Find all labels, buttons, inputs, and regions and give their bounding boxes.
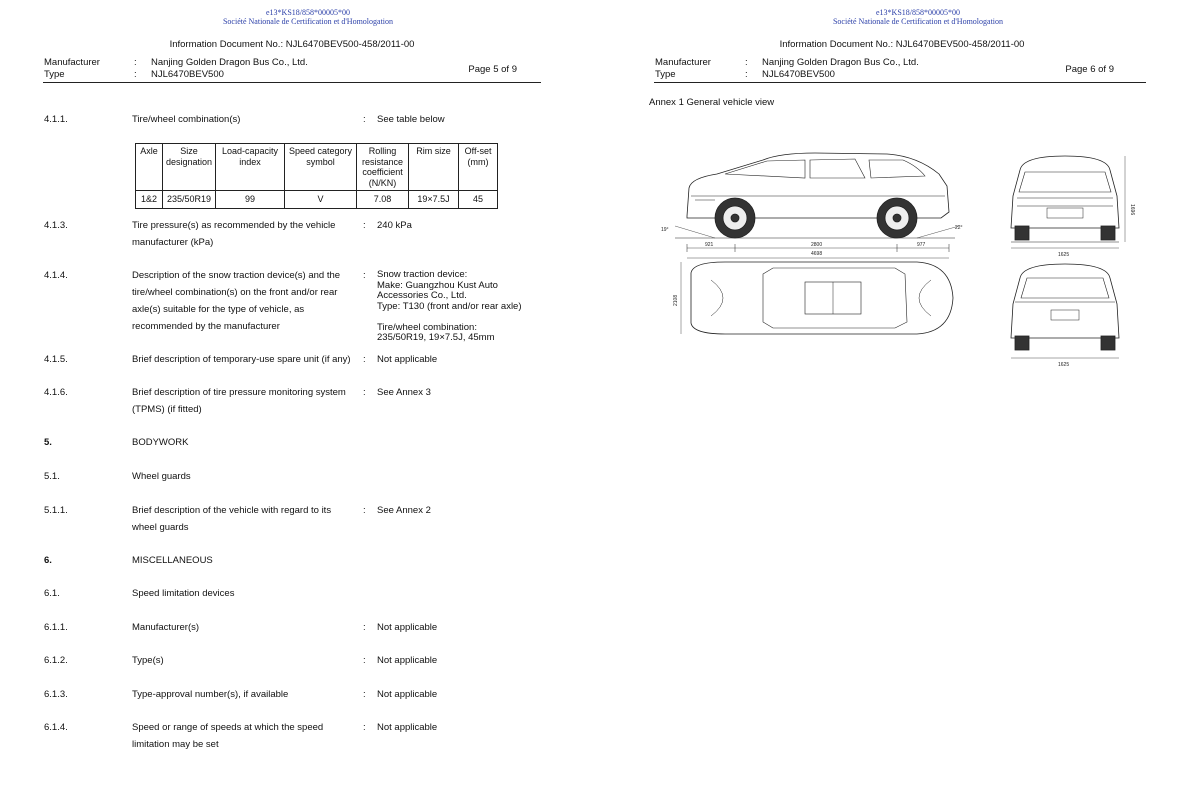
item-number: 4.1.1. [44, 114, 68, 125]
value-line: Accessories Co., Ltd. [377, 290, 467, 301]
value-line: 235/50R19, 19×7.5J, 45mm [377, 332, 495, 343]
page-number: Page 6 of 9 [1065, 64, 1114, 75]
top-width-label: 2108 [673, 294, 679, 306]
height-label: 1696 [1129, 204, 1135, 216]
top-view-dimension-labels [673, 295, 679, 306]
manufacturer-value: Nanjing Golden Dragon Bus Co., Ltd. [762, 57, 919, 68]
value-line: Type: T130 (front and/or rear axle) [377, 300, 522, 312]
type-value: NJL6470BEV500 [151, 69, 224, 80]
table-header-cell: Rolling resistance coefficient (N/KN) [357, 144, 409, 191]
table-header-cell: Off-set (mm) [459, 144, 498, 191]
item-colon: : [363, 220, 366, 231]
item-colon: : [363, 722, 366, 733]
info-document-number: Information Document No.: NJL6470BEV500-458/2011-00 [169, 39, 415, 50]
table-cell: 99 [216, 191, 285, 209]
item-number: 6.1.2. [44, 655, 68, 666]
item-description: Tire pressure(s) as recommended by the vehicle manufacturer (kPa) [132, 220, 336, 248]
item-value: See table below [377, 114, 445, 125]
item-colon: : [363, 689, 366, 700]
item-description: Type(s) [132, 655, 164, 666]
value-line: Tire/wheel combination: [377, 321, 477, 333]
item-value: 240 kPa [377, 220, 412, 231]
table-cell: 235/50R19 [163, 191, 216, 209]
item-description: Manufacturer(s) [132, 622, 200, 633]
rear-track-label: 1625 [1058, 362, 1070, 368]
item-colon: : [363, 114, 366, 125]
item-colon: : [363, 387, 366, 398]
item-description: Type-approval number(s), if available [132, 689, 289, 700]
approval-code: e13*KS18/858*00005*00 [876, 8, 960, 17]
rear-view-drawing [1011, 264, 1119, 358]
certification-stamp [778, 8, 1058, 26]
table-cell: V [285, 191, 357, 209]
authority-name: Société Nationale de Certification et d'Homologation [222, 17, 394, 26]
rear-view-dimension-labels [1058, 362, 1069, 368]
table-header-cell: Speed category symbol [285, 144, 357, 191]
table-header-cell: Load-capacity index [216, 144, 285, 191]
manufacturer-label: Manufacturer [655, 57, 711, 68]
departure-angle-label: 22° [955, 225, 963, 231]
page-header [654, 57, 1146, 83]
section-number: 6. [44, 555, 52, 566]
item-number: 6.1. [44, 588, 60, 599]
info-document-number: Information Document No.: NJL6470BEV500-458/2011-00 [779, 39, 1025, 50]
item-description: Brief description of temporary-use spare unit (if any) [132, 354, 351, 365]
header-colon: : [745, 69, 748, 80]
authority-name: Société Nationale de Certification et d'Homologation [832, 17, 1004, 26]
page-6 [610, 0, 1200, 800]
table-cell: 1&2 [136, 191, 163, 209]
item-number: 6.1.3. [44, 689, 68, 700]
approach-angle-label: 19° [661, 227, 669, 233]
overall-length-label: 4698 [811, 251, 823, 257]
item-number: 6.1.1. [44, 622, 68, 633]
front-overhang-label: 921 [705, 242, 714, 248]
item-value: Not applicable [377, 655, 438, 666]
table-header-row [136, 144, 498, 191]
table-cell: 19×7.5J [409, 191, 459, 209]
header-colons [745, 57, 748, 81]
item-value: See Annex 3 [377, 387, 431, 398]
header-labels [655, 57, 711, 81]
item-description: Wheel guards [132, 471, 191, 482]
item-number: 5.1. [44, 471, 60, 482]
header-values [762, 57, 919, 81]
item-description: Description of the snow traction device(s) and the tire/wheel combination(s) on the front and/or rear axle(s) suitable for the type of vehicle, as recommended by the manufacturer [132, 270, 341, 332]
manufacturer-label: Manufacturer [44, 57, 100, 68]
item-colon: : [363, 354, 366, 365]
header-colon: : [134, 57, 137, 68]
overall-width-label: 1625 [1058, 252, 1070, 258]
item-number: 4.1.5. [44, 354, 68, 365]
annex-title: Annex 1 General vehicle view [649, 97, 775, 108]
page-number: Page 5 of 9 [468, 64, 517, 75]
manufacturer-value: Nanjing Golden Dragon Bus Co., Ltd. [151, 57, 308, 68]
page-header [43, 57, 541, 83]
type-label: Type [655, 69, 676, 80]
table-row [136, 191, 498, 209]
item-description: Tire/wheel combination(s) [132, 114, 241, 125]
certification-stamp [168, 8, 448, 26]
item-colon: : [363, 505, 366, 516]
value-line: Make: Guangzhou Kust Auto [377, 279, 498, 291]
section-number: 5. [44, 437, 52, 448]
item-number: 4.1.4. [44, 270, 68, 281]
header-colons [134, 57, 137, 81]
table-header-cell: Axle [136, 144, 163, 191]
header-values [151, 57, 308, 81]
item-description: Speed or range of speeds at which the speed limitation may be set [132, 722, 324, 750]
header-colon: : [134, 69, 137, 80]
item-colon: : [363, 655, 366, 666]
section-title: MISCELLANEOUS [132, 555, 213, 566]
rear-overhang-label: 977 [917, 242, 926, 248]
section-title: BODYWORK [132, 437, 189, 448]
item-description: Speed limitation devices [132, 588, 235, 599]
value-line-spacer [377, 312, 547, 323]
front-view-dimension-labels [1058, 204, 1135, 258]
table-cell: 7.08 [357, 191, 409, 209]
header-labels [44, 57, 100, 81]
item-number: 6.1.4. [44, 722, 68, 733]
item-description: Brief description of the vehicle with regard to its wheel guards [132, 505, 332, 533]
item-value: Not applicable [377, 622, 438, 633]
item-colon: : [363, 622, 366, 633]
item-value: Not applicable [377, 689, 438, 700]
approval-code: e13*KS18/858*00005*00 [266, 8, 350, 17]
item-value: Not applicable [377, 722, 438, 733]
vehicle-drawing-svg [655, 148, 1155, 378]
item-number: 4.1.3. [44, 220, 68, 231]
front-view-drawing [1011, 156, 1125, 248]
wheelbase-label: 2800 [811, 242, 823, 248]
item-value: See Annex 2 [377, 505, 431, 516]
table-cell: 45 [459, 191, 498, 209]
type-label: Type [44, 69, 65, 80]
table-header-cell: Rim size [409, 144, 459, 191]
item-value: Not applicable [377, 354, 438, 365]
table-header-cell: Size designation [163, 144, 216, 191]
value-line: Snow traction device: [377, 269, 468, 280]
type-value: NJL6470BEV500 [762, 69, 835, 80]
item-colon: : [363, 270, 366, 281]
tire-wheel-table [135, 143, 498, 209]
item-description: Brief description of tire pressure monitoring system (TPMS) (if fitted) [132, 387, 346, 415]
header-colon: : [745, 57, 748, 68]
item-value [377, 267, 547, 344]
side-view-dimension-labels [661, 225, 963, 257]
item-number: 4.1.6. [44, 387, 68, 398]
top-view-drawing [681, 262, 953, 334]
item-number: 5.1.1. [44, 505, 68, 516]
vehicle-drawings [655, 148, 1155, 378]
